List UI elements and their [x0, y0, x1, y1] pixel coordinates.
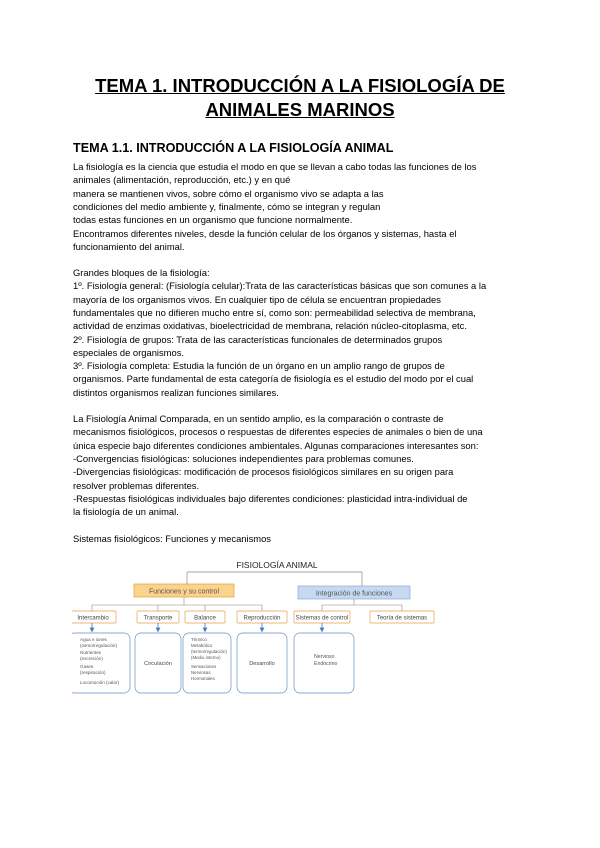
paragraph-line: todas estas funciones en un organismo que funcione normalmente. [73, 214, 353, 226]
paragraph-line: La Fisiología Animal Comparada, en un sentido amplio, es la comparación o contraste de [73, 413, 444, 424]
paragraph-line: 3º. Fisiología completa: Estudia la función de un órgano en un amplio rango de grupos de [73, 360, 445, 372]
header-transporte [137, 605, 179, 623]
group-label-right: Integración de funciones [315, 590, 393, 598]
paragraph-line: mecanismos fisiológicos, procesos o respuestas de diferentes especies de animales o bien de una [73, 426, 483, 438]
header-label: Intercambio [77, 615, 109, 622]
paragraph-line: única especie bajo diferentes condiciones ambientales. Algunas comparaciones interesantes son: [73, 439, 479, 451]
header-label: Reproducción [243, 615, 281, 622]
document-title [60, 74, 540, 122]
detail-text: Nerviosas [191, 670, 211, 675]
paragraph-line: la fisiología de un animal. [73, 506, 179, 518]
paragraph-line: Encontramos diferentes niveles, desde la función celular de los órganos y sistemas, hasta el [73, 227, 457, 239]
detail-text: Locomoción (calor) [80, 680, 120, 685]
paragraph-line: distintos organismos realizan funciones similares. [73, 386, 279, 398]
detail-text: Desarrollo [249, 661, 275, 667]
group-label-left: Funciones y su control [148, 588, 220, 596]
header-label: Sistemas de control [295, 615, 349, 622]
detail-text: (Medio interno) [191, 655, 221, 660]
detail-box-transporte [135, 633, 181, 693]
detail-text: (termorregulación) [191, 649, 227, 654]
header-teoria-sistemas [370, 605, 434, 623]
detail-text: (respiración) [80, 670, 106, 675]
paragraph-line: animales (alimentación, reproducción, etc.) y en qué [73, 174, 291, 186]
detail-text: Nervioso [314, 654, 335, 660]
paragraph-line: fundamentales que no difieren mucho entre sí, como son: permeabilidad selectiva de membrana, [73, 306, 476, 318]
paragraph-line: 1º. Fisiología general: (Fisiología celular):Trata de las características básicas que son comunes a la [73, 280, 487, 292]
header-label: Balance [194, 615, 216, 622]
detail-text: Térmico [191, 637, 207, 642]
detail-text: Sensaciones [191, 664, 217, 669]
paragraph-line: manera se mantienen vivos, sobre cómo el organismo vivo se adapta a las [73, 187, 384, 199]
detail-text: Nutrientes [80, 650, 101, 655]
title-line-1: TEMA 1. INTRODUCCIÓN A LA FISIOLOGÍA DE [95, 75, 505, 96]
diagram-caption: Sistemas fisiológicos: Funciones y mecanismos [73, 533, 271, 544]
diagram-title: FISIOLOGÍA ANIMAL [236, 560, 318, 570]
header-label: Teoría de sistemas [376, 615, 428, 622]
physiology-diagram [72, 558, 532, 703]
paragraph-line: -Respuestas fisiológicas individuales bajo diferentes condiciones: plasticidad intra-individual de [73, 492, 468, 504]
header-reproduccion [237, 605, 287, 623]
header-intercambio [72, 605, 116, 623]
paragraph-line: Grandes bloques de la fisiología: [73, 267, 210, 278]
paragraph-line: especiales de organismos. [73, 346, 184, 358]
detail-box-balance [183, 633, 231, 693]
detail-text: Endocrino [314, 661, 338, 667]
detail-text: (osmorregulación) [80, 643, 118, 648]
detail-text: Agua e iones [80, 637, 107, 642]
detail-text: (excreción) [80, 656, 103, 661]
paragraph-line: 2º. Fisiología de grupos: Trata de las características funcionales de determinados grupos [73, 333, 443, 345]
detail-text: Hormonales [191, 676, 215, 681]
paragraph-line: resolver problemas diferentes. [73, 479, 200, 491]
header-label: Transporte [143, 615, 173, 622]
paragraph-line: -Divergencias fisiológicas: modificación de procesos fisiológicos similares en su origen para [73, 466, 454, 478]
detail-text: Metabólico [191, 643, 213, 648]
paragraph-line: funcionamiento del animal. [73, 240, 185, 252]
detail-box-intercambio [72, 633, 130, 693]
header-balance [185, 605, 225, 623]
detail-box-reproduccion [237, 633, 287, 693]
detail-text: Gases [80, 664, 94, 669]
paragraph-line: mayoría de los organismos vivos. En cualquier tipo de célula se encuentran propiedades [73, 293, 441, 305]
header-sistemas-control [294, 605, 350, 623]
section-heading: TEMA 1.1. INTRODUCCIÓN A LA FISIOLOGÍA ANIMAL [73, 141, 394, 155]
paragraph-line: -Convergencias fisiológicas: soluciones independientes para problemas comunes. [73, 452, 414, 464]
paragraph-line: condiciones del medio ambiente y, finalmente, cómo se integran y regulan [73, 200, 381, 212]
title-line-2: ANIMALES MARINOS [205, 99, 395, 120]
paragraph-line: actividad de enzimas oxidativas, bioelectricidad de membrana, relación núcleo-citoplasma, etc. [73, 320, 467, 332]
detail-text: Circulación [144, 661, 172, 667]
detail-box-control [294, 633, 354, 693]
paragraph-line: La fisiología es la ciencia que estudia el modo en que se llevan a cabo todas las funciones de los [73, 161, 477, 172]
paragraph-line: organismos. Parte fundamental de esta categoría de fisiología es el estudio del modo por el cual [73, 373, 474, 385]
